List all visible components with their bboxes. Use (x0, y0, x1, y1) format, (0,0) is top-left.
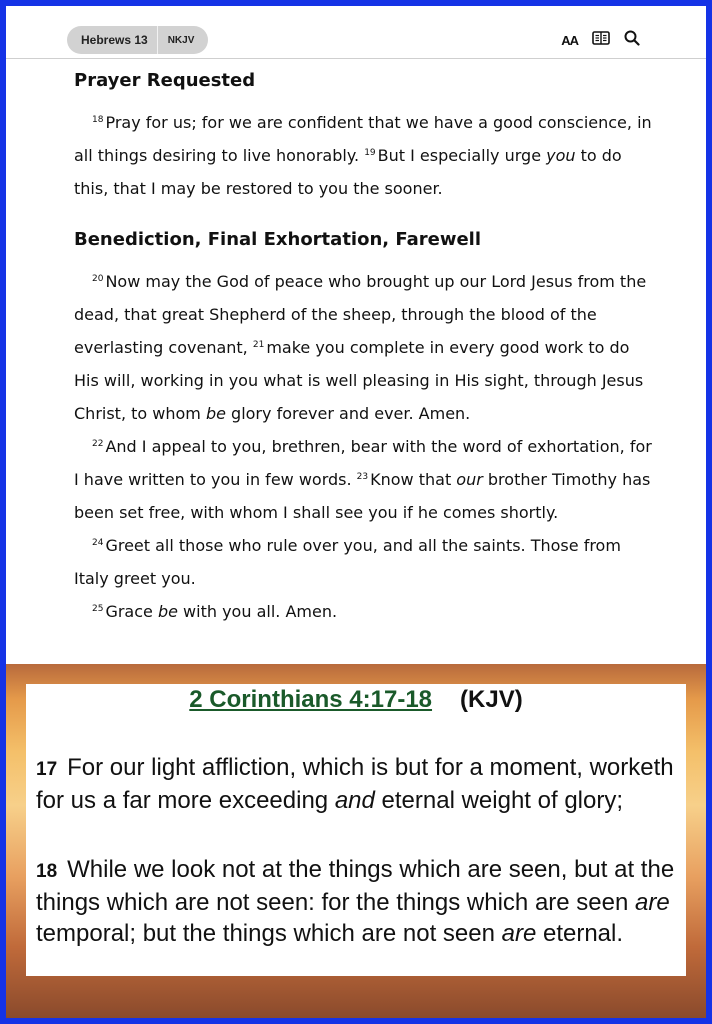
verse-number: 20 (92, 274, 104, 284)
verse-number: 22 (92, 439, 104, 449)
verse-italic: our (456, 470, 483, 489)
verse-number: 25 (92, 604, 104, 614)
card-verse-18 (36, 854, 686, 949)
verse-text: Greet all those who rule over you, and all the saints. Those from Italy greet you. (74, 536, 621, 588)
verse-italic: are (501, 920, 537, 947)
paragraph (74, 430, 654, 529)
verse-text: Grace (105, 602, 158, 621)
verse-text: Now may the God of peace who brought up our Lord Jesus from the dead, that great Shepherd of the sheep, through the blood of the everlasting covenant, (74, 272, 647, 357)
verse-italic: and (334, 787, 375, 814)
paragraph (74, 595, 654, 628)
search-icon[interactable] (624, 30, 640, 51)
paragraph (74, 529, 654, 595)
verse-italic: be (205, 404, 226, 423)
verse-text: make you complete in every good work to do His will, working in you what is well pleasing in His sight, through Jesus Christ, to whom (74, 338, 644, 423)
verse-italic: you (546, 146, 576, 165)
card-version: (KJV) (460, 686, 523, 713)
paragraph (74, 106, 654, 205)
toolbar-icons (561, 30, 640, 51)
verse-text: eternal weight of glory; (374, 787, 624, 814)
reader-toolbar (6, 6, 706, 59)
verse-number: 23 (356, 472, 369, 482)
verse-text: For our light affliction, which is but for a moment, worketh for us a far more exceeding (36, 754, 674, 814)
verse-number: 18 (36, 861, 58, 882)
verse-italic: be (157, 602, 178, 621)
verse-number: 18 (92, 115, 104, 125)
verse-number: 17 (36, 759, 58, 780)
book-icon[interactable] (592, 31, 610, 50)
verse-text: eternal. (536, 920, 624, 947)
verse-number: 24 (92, 538, 104, 548)
paragraph (74, 265, 654, 430)
card-reference: 2 Corinthians 4:17-18 (189, 686, 433, 713)
verse-text: While we look not at the things which are seen, but at the things which are not seen: for the things which are seen (36, 856, 675, 916)
verse-text: to do this, that I may be restored to you the sooner. (74, 146, 622, 198)
section-heading: Prayer Requested (74, 70, 256, 91)
section-heading: Benediction, Final Exhortation, Farewell (74, 229, 482, 250)
passage-selector[interactable] (67, 26, 208, 54)
verse-text: Know that (370, 470, 457, 489)
verse-number: 21 (252, 340, 265, 350)
scripture-card (26, 684, 686, 976)
card-title (26, 686, 686, 714)
verse-text: brother Timothy has been set free, with whom I shall see you if he comes shortly. (74, 470, 651, 522)
verse-text: temporal; but the things which are not seen (36, 920, 502, 947)
verse-number: 19 (364, 148, 376, 158)
verse-text: glory forever and ever. Amen. (225, 404, 471, 423)
card-verse-17 (36, 752, 686, 816)
verse-text: Pray for us; for we are confident that we have a good conscience, in all things desiring to live honorably. (74, 113, 652, 165)
verse-text: But I especially urge (377, 146, 547, 165)
verse-text: with you all. Amen. (177, 602, 338, 621)
verse-italic: are (635, 889, 670, 916)
reader-content (74, 58, 654, 628)
screen (6, 6, 706, 1018)
sunset-background-image (6, 664, 706, 1018)
text-size-icon[interactable]: AA (561, 33, 578, 48)
version-button[interactable]: NKJV (167, 34, 195, 46)
book-chapter-button[interactable]: Hebrews 13 (81, 33, 148, 47)
verse-text: And I appeal to you, brethren, bear with the word of exhortation, for I have written to you in few words. (74, 437, 652, 489)
